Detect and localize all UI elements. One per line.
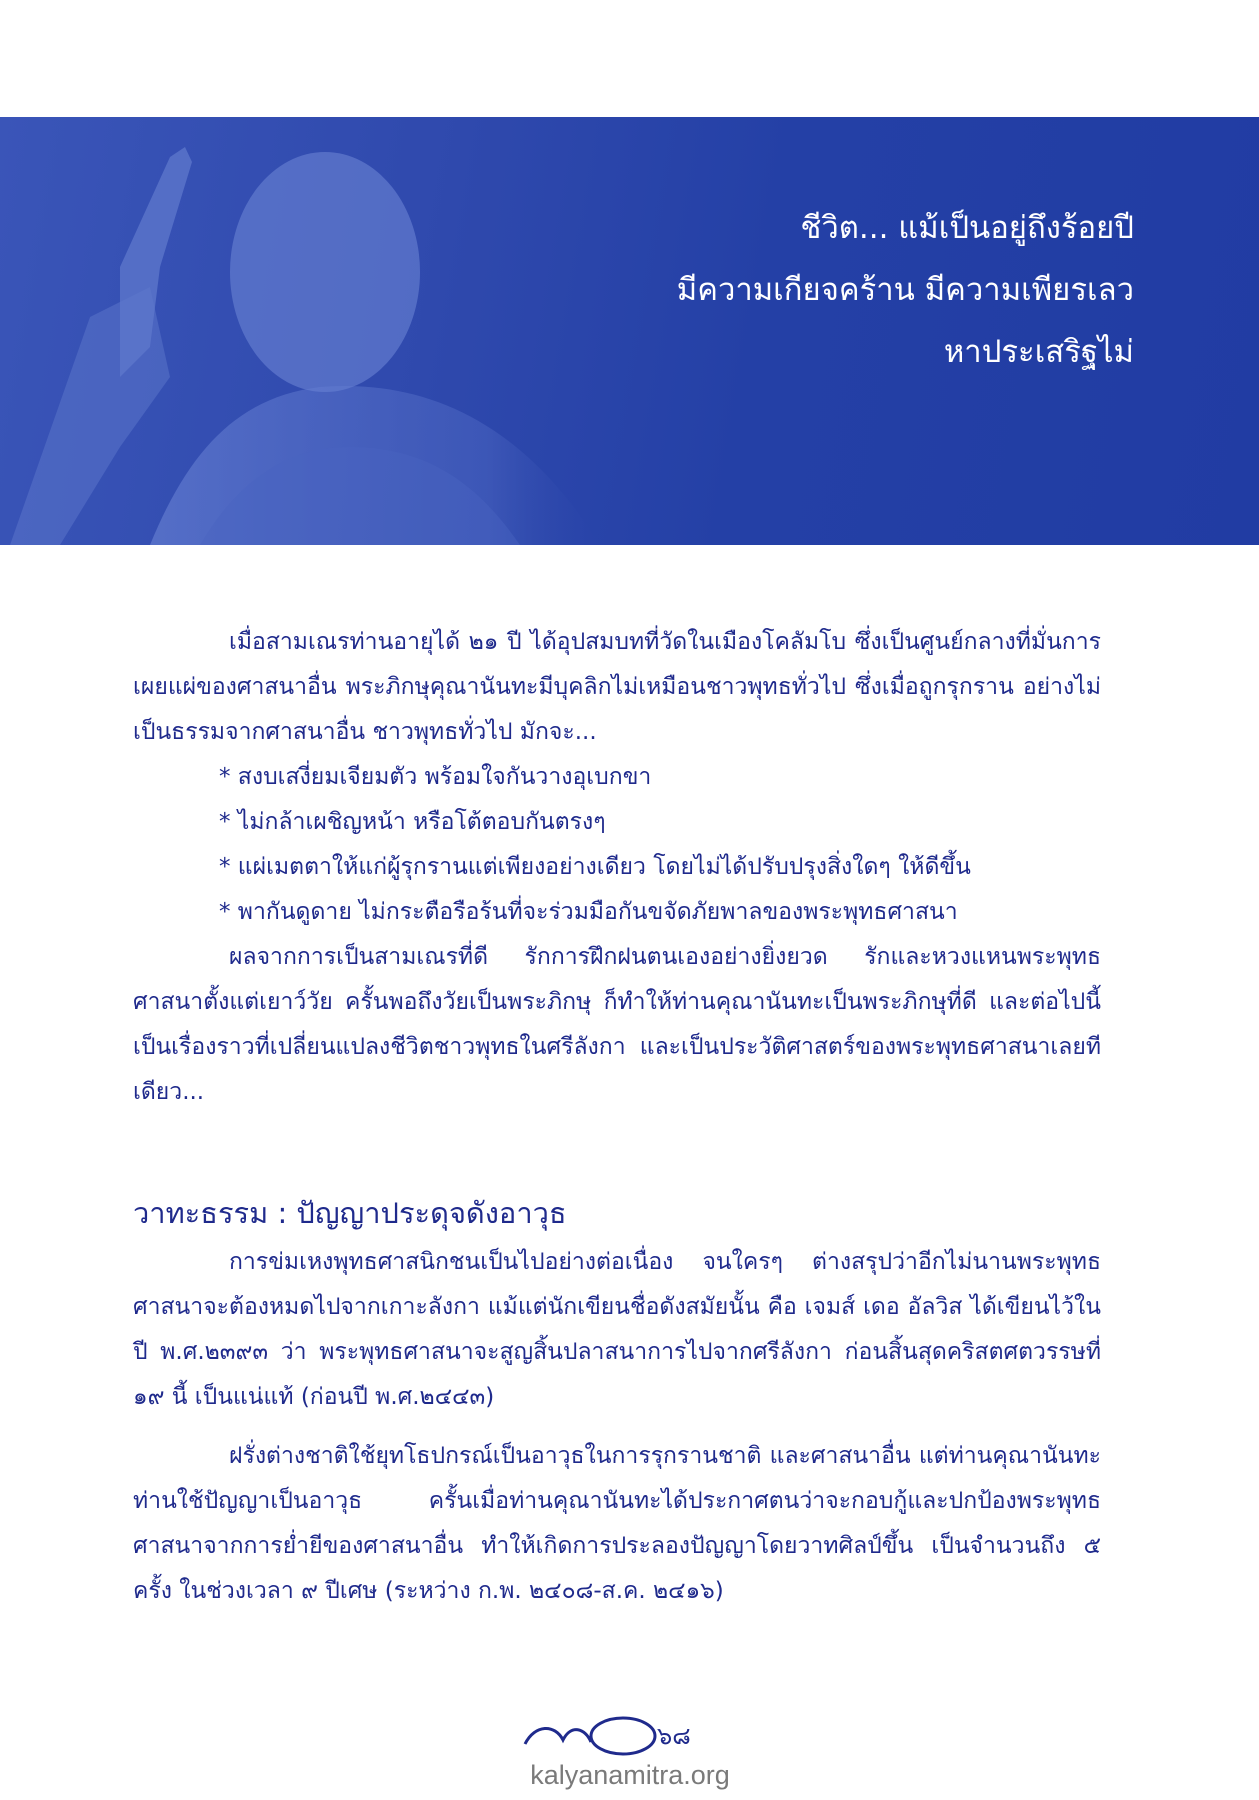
bullet-item: * พากันดูดาย ไม่กระตือรือร้นที่จะร่วมมือกันขจัดภัยพาลของพระพุทธศาสนา xyxy=(219,899,958,925)
conclusion-paragraph: ผลจากการเป็นสามเณรที่ดี รักการฝึกฝนตนเองอย่างยิ่งยวด รักและหวงแหนพระพุทธศาสนาตั้งแต่เยาว์วัย ครั้นพอถึงวัยเป็นพระภิกษุ ก็ทำให้ท่านคุณานันทะเป็นพระภิกษุที่ดี และต่อไปนี้เป็นเรื่องราวที่เปลี่ยนแปลงชีวิตชาวพุทธในศรีลังกา และเป็นประวัติศาสตร์ของพระพุทธศาสนาเลยทีเดียว... xyxy=(133,944,1101,1105)
book-logo-icon xyxy=(505,1714,765,1758)
intro-section xyxy=(133,620,1101,1115)
banner-quote xyxy=(494,197,1134,383)
section-body xyxy=(133,1240,1101,1614)
section-paragraph-1: การข่มเหงพุทธศาสนิกชนเป็นไปอย่างต่อเนื่อง จนใครๆ ต่างสรุปว่าอีกไม่นานพระพุทธศาสนาจะต้องหมดไปจากเกาะลังกา แม้แต่นักเขียนชื่อดังสมัยนั้น คือ เจมส์ เดอ อัลวิส ได้เขียนไว้ในปี พ.ศ.๒๓๙๓ ว่า พระพุทธศาสนาจะสูญสิ้นปลาสนาการไปจากศรีลังกา ก่อนสิ้นสุดคริสตศตวรรษที่ ๑๙ นี้ เป็นแน่แท้ (ก่อนปี พ.ศ.๒๔๔๓) xyxy=(133,1249,1101,1410)
bullet-item: * ไม่กล้าเผชิญหน้า หรือโต้ตอบกันตรงๆ xyxy=(219,809,606,835)
section-paragraph-2: ฝรั่งต่างชาติใช้ยุทโธปกรณ์เป็นอาวุธในการรุกรานชาติ และศาสนาอื่น แต่ท่านคุณานันทะ ท่านใช้ปัญญาเป็นอาวุธ ครั้นเมื่อท่านคุณานันทะได้ประกาศตนว่าจะกอบกู้และปกป้องพระพุทธศาสนาจากการย่ำยีของศาสนาอื่น ทำให้เกิดการประลองปัญญาโดยวาทศิลป์ขึ้น เป็นจำนวนถึง ๕ ครั้ง ในช่วงเวลา ๙ ปีเศษ (ระหว่าง ก.พ. ๒๔๐๘-ส.ค. ๒๔๑๖) xyxy=(133,1443,1101,1604)
page-footer xyxy=(505,1714,765,1758)
quote-line-2: มีความเกียจคร้าน มีความเพียรเลว xyxy=(676,272,1134,308)
watermark-url: kalyanamitra.org xyxy=(530,1760,730,1790)
intro-paragraph: เมื่อสามเณรท่านอายุได้ ๒๑ ปี ได้อุปสมบทที่วัดในเมืองโคลัมโบ ซึ่งเป็นศูนย์กลางที่มั่นการเผยแผ่ของศาสนาอื่น พระภิกษุคุณานันทะมีบุคลิกไม่เหมือนชาวพุทธทั่วไป ซึ่งเมื่อถูกรุกราน อย่างไม่เป็นธรรมจากศาสนาอื่น ชาวพุทธทั่วไป มักจะ... xyxy=(133,629,1101,745)
quote-line-3: หาประเสริฐไม่ xyxy=(943,334,1134,370)
bullet-item: * สงบเสงี่ยมเจียมตัว พร้อมใจกันวางอุเบกขา xyxy=(219,764,652,790)
page-number: ๖๘ xyxy=(657,1722,691,1750)
bullet-item: * แผ่เมตตาให้แก่ผู้รุกรานแต่เพียงอย่างเดียว โดยไม่ได้ปรับปรุงสิ่งใดๆ ให้ดีขึ้น xyxy=(219,854,971,880)
section-heading: วาทะธรรม : ปัญญาประดุจดังอาวุธ xyxy=(133,1196,567,1230)
quote-line-1: ชีวิต... แม้เป็นอยู่ถึงร้อยปี xyxy=(800,210,1134,246)
header-banner xyxy=(0,117,1259,545)
